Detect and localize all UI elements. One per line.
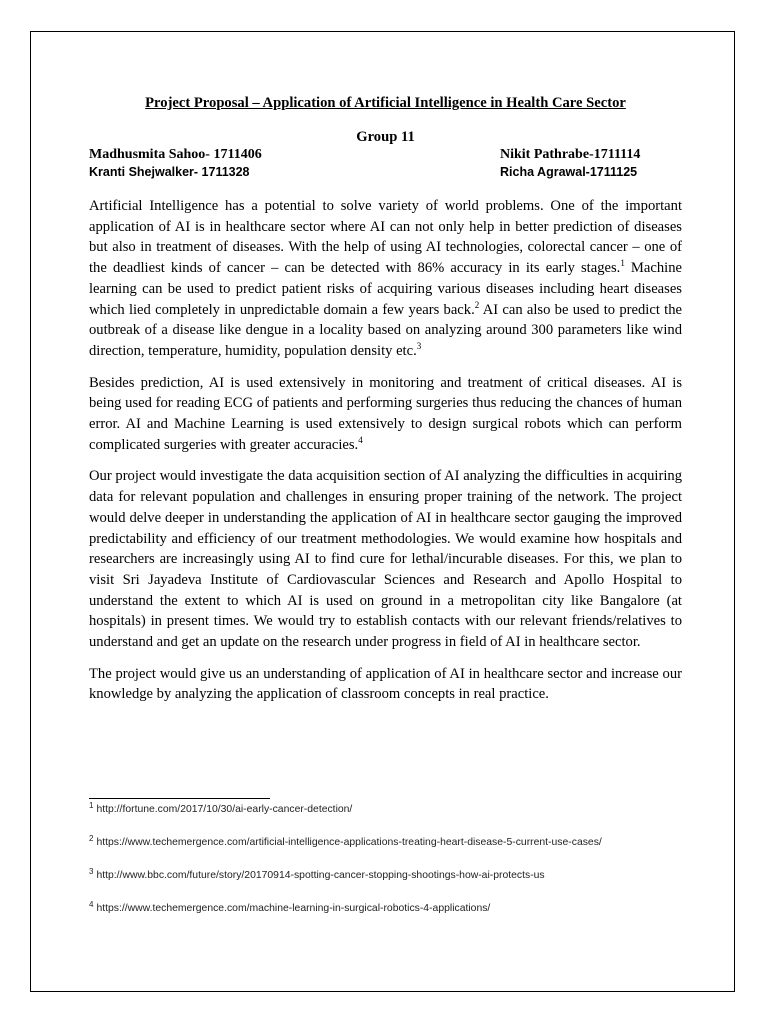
paragraph-text: Our project would investigate the data acquisition section of AI analyzing the difficulties in acquiring data for relevant population and challenges in ensuring proper training of the network. The project would delve deeper in understanding the application of AI in healthcare sector gauging the improved predictability and efficiency of our treatment methodologies. We would examine how hospitals and researchers are increasingly using AI to find cure for lethal/incurable diseases. For this, we plan to visit Sri Jayadeva Institute of Cardiovascular Sciences and Research and Apollo Hospital to understand the extent to which AI is used on ground in a metropolitan city like Bangalore (at hospitals) in present times. We would try to establish contacts with our relevant friends/relatives to understand and get an update on the research under progress in field of AI in healthcare sector. (89, 468, 682, 651)
paragraph-text: Artificial Intelligence has a potential to solve variety of world problems. One of the important application of AI is in healthcare sector where AI can not only help in better prediction of diseases but also in treatment of diseases. With the help of using AI technologies, colorectal cancer – one of the deadliest kinds of cancer – can be detected with 86% accuracy in its early stages. (89, 198, 682, 277)
footnote-ref[interactable]: 1 (620, 258, 625, 269)
author-4: Richa Agrawal-1711125 (500, 165, 638, 179)
paragraph-text: AI can also be used to predict the outbreak of a disease like dengue in a locality based on analyzing around 300 parameters like wind direction, temperature, humidity, population density etc. (89, 301, 682, 359)
document-page (30, 31, 735, 992)
footnote-number: 1 (89, 800, 94, 810)
paragraph-text: Machine learning can be used to predict patient risks of acquiring various diseases including heart diseases which lied completely in unpredictable domain a few years back. (89, 260, 682, 318)
footnote-number: 3 (89, 866, 94, 876)
footnote-3 (89, 866, 545, 881)
paragraph-text: The project would give us an understanding of application of AI in healthcare sector and increase our knowledge by analyzing the application of classroom concepts in real practice. (89, 665, 682, 703)
paragraph-1 (89, 196, 682, 362)
footnote-number: 4 (89, 899, 94, 909)
footnote-link[interactable]: https://www.techemergence.com/artificial-intelligence-applications-treating-heart-disease-5-current-use-cases/ (96, 837, 602, 848)
paragraph-text: Besides prediction, AI is used extensively in monitoring and treatment of critical diseases. AI is being used for reading ECG of patients and performing surgeries thus reducing the chances of human error. AI and Machine Learning is used extensively to design surgical robots which can perform complicated surgeries with greater accuracies. (89, 374, 682, 453)
group-label: Group 11 (356, 129, 415, 145)
footnote-ref[interactable]: 3 (416, 341, 422, 352)
document-title: Project Proposal – Application of Artificial Intelligence in Health Care Sector (145, 95, 626, 111)
footnote-link[interactable]: https://www.techemergence.com/machine-learning-in-surgical-robotics-4-applications/ (96, 903, 491, 914)
author-2: Nikit Pathrabe-1711114 (500, 147, 641, 162)
author-1: Madhusmita Sahoo- 1711406 (89, 147, 262, 162)
paragraph-3 (89, 466, 682, 652)
footnote-separator (89, 798, 270, 799)
footnote-2 (89, 833, 602, 848)
paragraph-4 (89, 664, 682, 705)
document-body (89, 94, 682, 705)
footnote-link[interactable]: http://www.bbc.com/future/story/20170914-spotting-cancer-stopping-shootings-how-ai-protects-us (96, 870, 545, 881)
author-3: Kranti Shejwalker- 1711328 (89, 165, 250, 179)
footnote-link[interactable]: http://fortune.com/2017/10/30/ai-early-cancer-detection/ (96, 804, 353, 815)
footnote-1 (89, 800, 353, 815)
paragraph-2 (89, 373, 682, 456)
footnote-4 (89, 899, 491, 914)
author-list (89, 146, 682, 184)
footnote-number: 2 (89, 833, 94, 843)
footnote-ref[interactable]: 4 (358, 434, 363, 445)
footnote-ref[interactable]: 2 (474, 299, 480, 310)
